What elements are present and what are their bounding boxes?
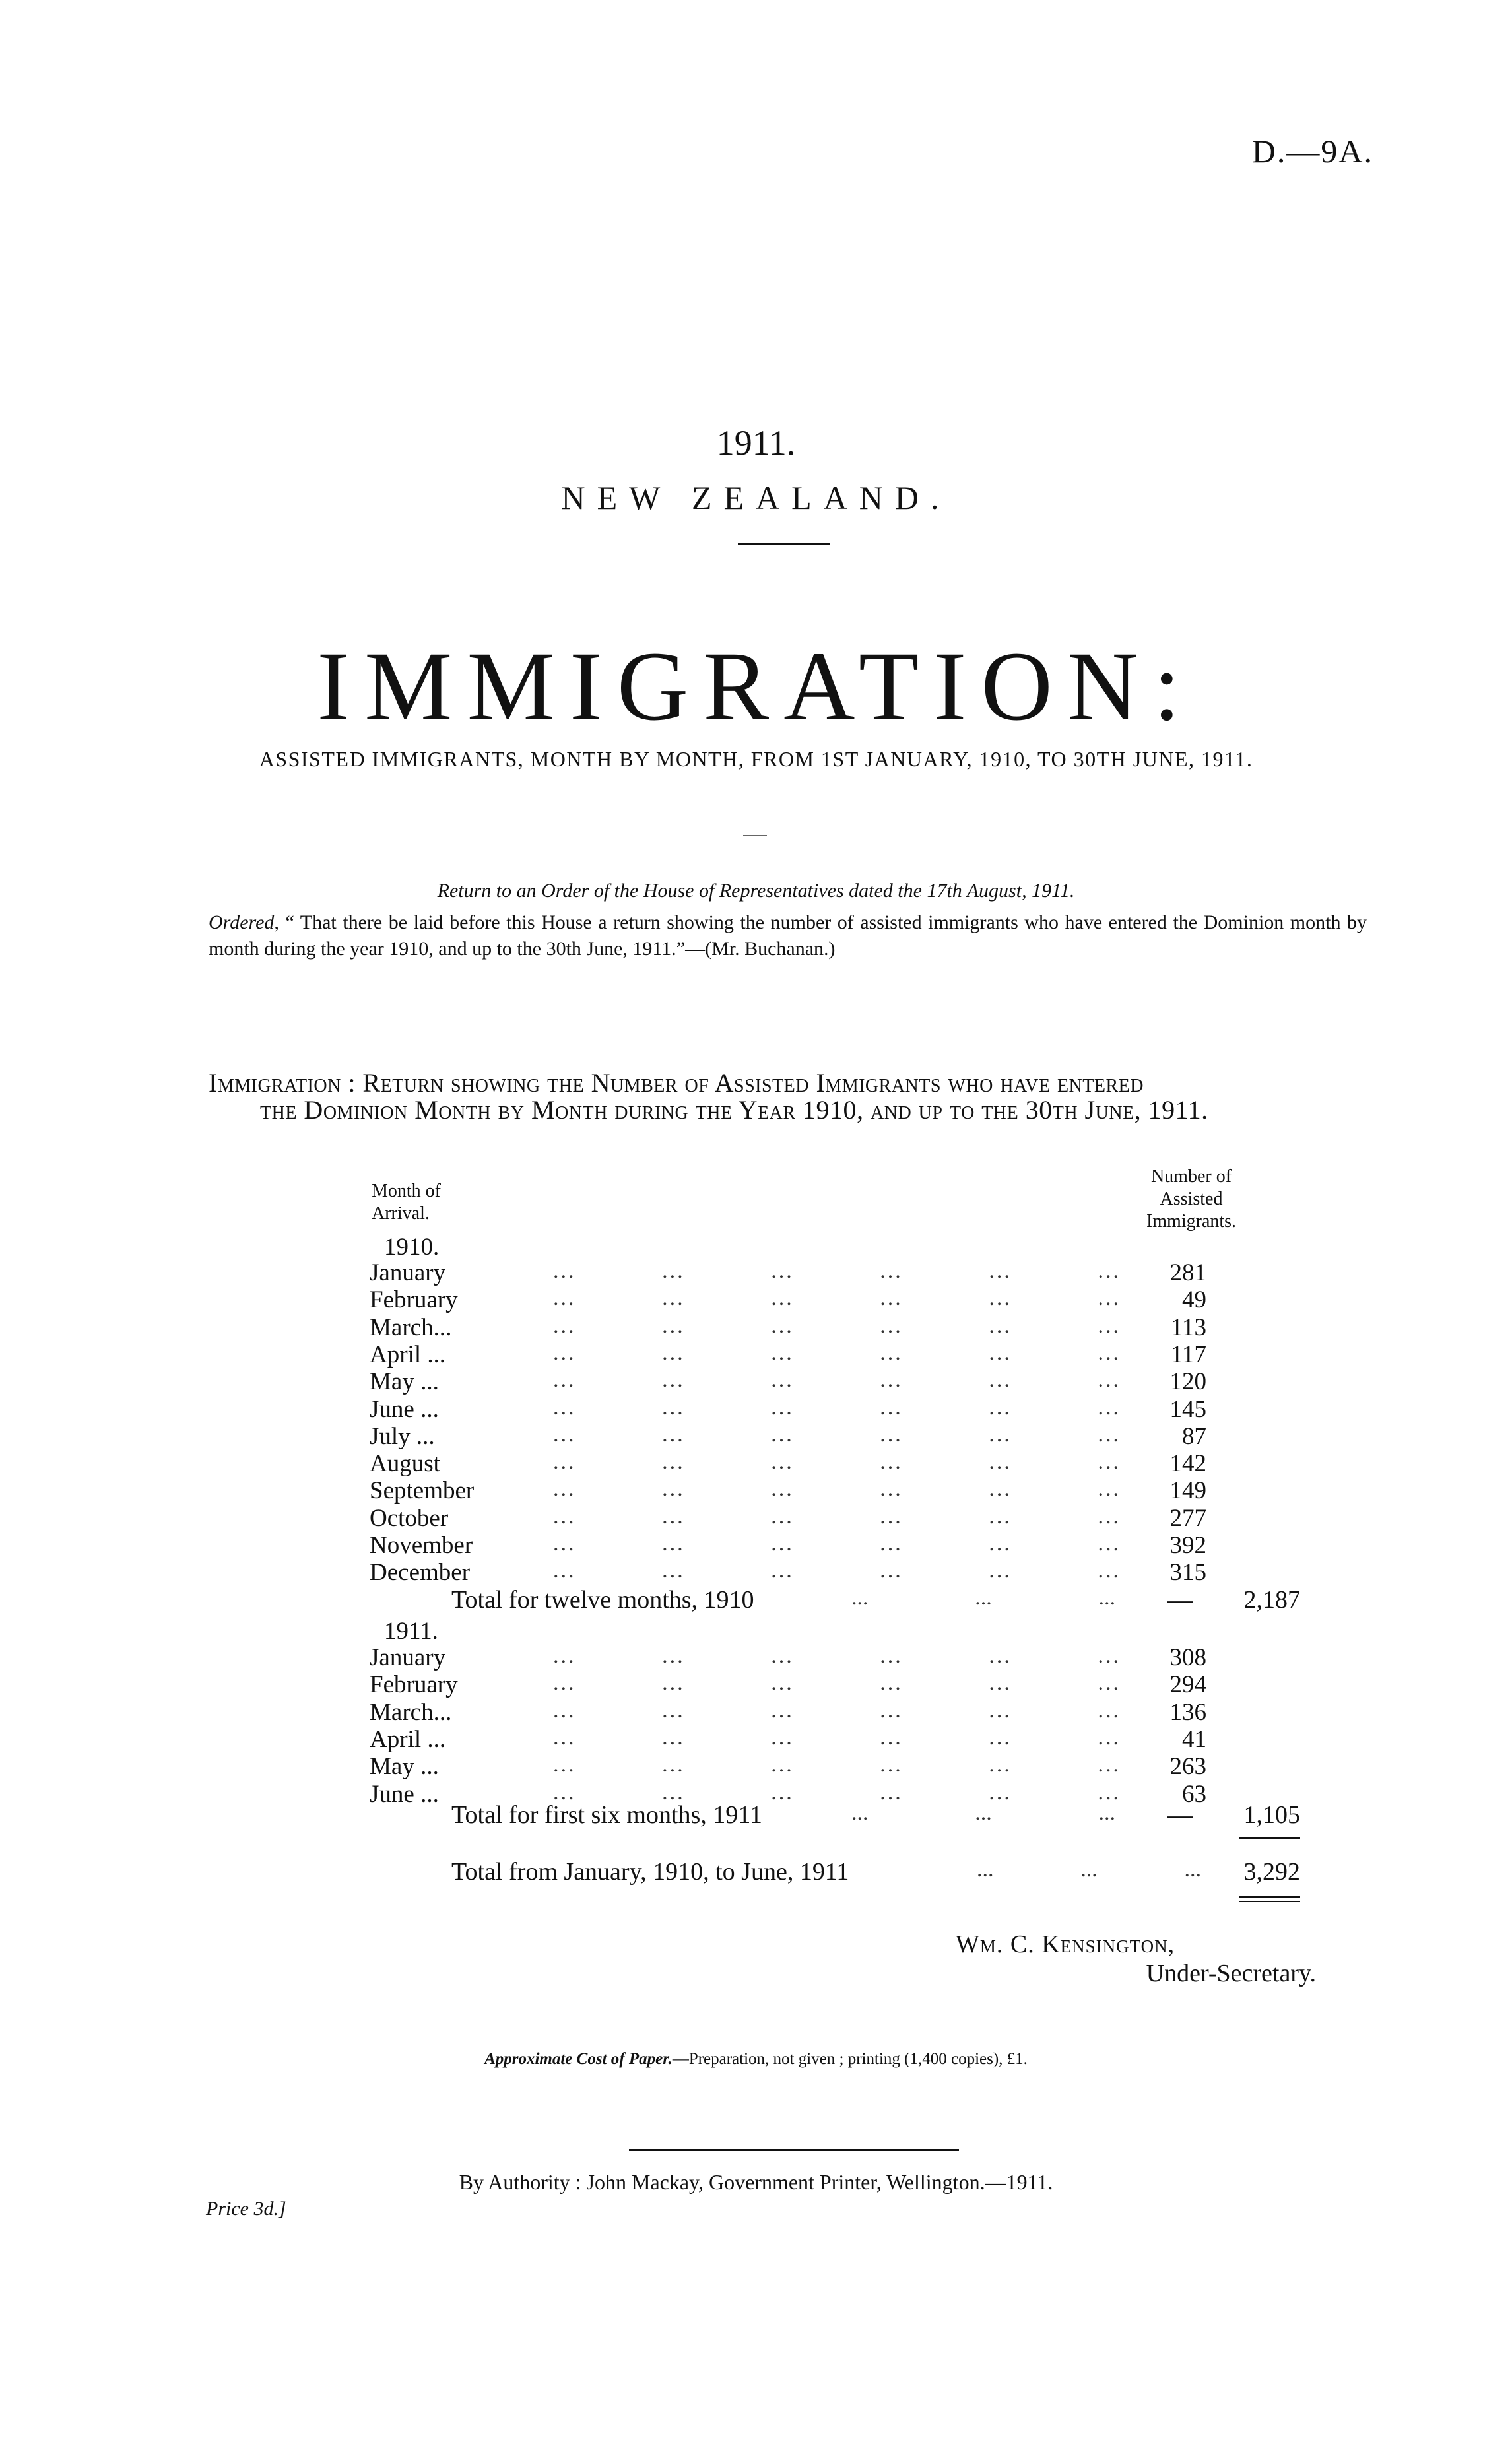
month-label: March...: [370, 1313, 452, 1341]
year-heading: 1911.: [716, 423, 796, 463]
order-heading: Return to an Order of the House of Representatives dated the 17th August, 1911.: [437, 880, 1075, 902]
cost-text: —Preparation, not given ; printing (1,400 copies), £1.: [672, 2050, 1028, 2068]
leader-dots: ... ... ... ... ... ...: [553, 1643, 1121, 1668]
month-label: May ...: [370, 1753, 439, 1781]
leader-dots: ... ... ... ... ... ...: [553, 1698, 1121, 1723]
immigrant-count: 315: [1169, 1559, 1206, 1587]
total-dash: —: [1167, 1586, 1193, 1614]
table-row: [0, 1725, 1512, 1752]
table-row: [0, 1531, 1512, 1558]
month-label: August: [370, 1450, 440, 1478]
month-label: December: [370, 1559, 471, 1587]
table-heading-line2: the Dominion Month by Month during the Year 1910, and up to the 30th June, 1911.: [260, 1095, 1208, 1125]
month-label: June ...: [370, 1395, 439, 1423]
short-divider: [743, 835, 767, 836]
immigrant-count: 145: [1169, 1395, 1206, 1423]
month-label: May ...: [370, 1368, 439, 1396]
total-row-1911: [0, 1801, 1512, 1830]
month-label: September: [370, 1477, 475, 1505]
leader-dots: ... ... ... ... ... ...: [553, 1531, 1121, 1556]
immigrant-count: 117: [1170, 1340, 1206, 1368]
year-1911-label: 1911.: [384, 1618, 438, 1645]
table-row: [0, 1476, 1512, 1503]
total-label: Total for first six months, 1911: [451, 1801, 762, 1829]
signer-title: Under-Secretary.: [1146, 1960, 1316, 1987]
immigrant-count: 392: [1169, 1532, 1206, 1559]
immigrant-count: 142: [1169, 1450, 1206, 1478]
month-label: March...: [370, 1698, 452, 1726]
leader-dots: ... ... ... ... ... ...: [553, 1752, 1121, 1777]
immigrant-count: 294: [1169, 1671, 1206, 1699]
month-label: January: [370, 1259, 446, 1286]
month-label: November: [370, 1532, 473, 1559]
leader-dots: ... ... ... ... ... ...: [553, 1340, 1121, 1365]
table-row: [0, 1340, 1512, 1367]
table-row: [0, 1558, 1512, 1585]
grand-total-label: Total from January, 1910, to June, 1911: [451, 1858, 849, 1886]
table-row: [0, 1449, 1512, 1476]
leader-dots: ... ... ... ... ... ...: [553, 1779, 1121, 1804]
leader-dots: ... ... ... ... ... ...: [553, 1313, 1121, 1338]
immigrant-count: 277: [1169, 1504, 1206, 1532]
printer-authority: By Authority : John Mackay, Government Printer, Wellington.—1911.: [459, 2170, 1053, 2194]
table-row: [0, 1286, 1512, 1312]
month-label: February: [370, 1286, 458, 1314]
total-value: 1,105: [1243, 1801, 1300, 1829]
table-row: [0, 1698, 1512, 1725]
immigrant-count: 136: [1169, 1698, 1206, 1726]
immigrant-count: 149: [1169, 1477, 1206, 1505]
month-label: April ...: [370, 1340, 446, 1368]
country-heading: NEW ZEALAND.: [561, 479, 951, 516]
table-row: [0, 1313, 1512, 1340]
month-label: February: [370, 1671, 458, 1699]
page-subtitle: ASSISTED IMMIGRANTS, MONTH BY MONTH, FROM 1ST JANUARY, 1910, TO 30TH JUNE, 1911.: [259, 747, 1253, 771]
cost-note: [0, 2050, 1512, 2068]
month-label: July ...: [370, 1422, 435, 1450]
table-row: [0, 1368, 1512, 1394]
leader-dots: ... ... ... ... ... ...: [553, 1259, 1121, 1283]
table-row: [0, 1422, 1512, 1449]
immigrant-count: 113: [1170, 1313, 1206, 1341]
table-row: [0, 1752, 1512, 1779]
document-reference: D.—9A.: [1251, 133, 1373, 170]
signer-name: Wm. C. Kensington,: [956, 1931, 1175, 1958]
immigrant-count: 49: [1182, 1286, 1206, 1314]
leader-dots: ... ... ... ... ... ...: [553, 1395, 1121, 1420]
immigrant-count: 308: [1169, 1644, 1206, 1671]
leader-dots: ... ... ...: [977, 1857, 1201, 1882]
immigrant-count: 63: [1182, 1780, 1206, 1808]
footer-rule: [629, 2149, 959, 2151]
grand-total-row: [0, 1857, 1512, 1886]
leader-dots: ... ... ... ... ... ...: [553, 1476, 1121, 1502]
month-label: January: [370, 1644, 446, 1671]
month-label: April ...: [370, 1725, 446, 1753]
leader-dots: ... ... ...: [851, 1801, 1115, 1825]
order-lead: Ordered,: [209, 911, 279, 933]
total-dash: —: [1167, 1801, 1193, 1829]
total-row-1910: [0, 1585, 1512, 1614]
immigrant-count: 281: [1169, 1259, 1206, 1286]
table-row: [0, 1504, 1512, 1531]
grand-total-value: 3,292: [1243, 1858, 1300, 1886]
leader-dots: ... ... ... ... ... ...: [553, 1368, 1121, 1393]
table-row: [0, 1643, 1512, 1670]
table-heading: [209, 1069, 1367, 1123]
sum-rule: [1239, 1837, 1300, 1839]
double-rule-top: [1239, 1896, 1300, 1898]
table-row: [0, 1671, 1512, 1697]
table-row: [0, 1259, 1512, 1285]
leader-dots: ... ... ... ... ... ...: [553, 1504, 1121, 1529]
total-label: Total for twelve months, 1910: [451, 1586, 754, 1614]
column-header-number: Number of Assisted Immigrants.: [1146, 1166, 1237, 1232]
immigrant-count: 263: [1169, 1753, 1206, 1781]
immigrant-count: 41: [1182, 1725, 1206, 1753]
leader-dots: ... ... ... ... ... ...: [553, 1725, 1121, 1750]
cost-label: Approximate Cost of Paper.: [484, 2050, 673, 2068]
leader-dots: ... ... ... ... ... ...: [553, 1671, 1121, 1696]
leader-dots: ... ... ... ... ... ...: [553, 1558, 1121, 1583]
order-paragraph: [209, 910, 1367, 962]
immigrant-count: 120: [1169, 1368, 1206, 1396]
divider-rule: [738, 543, 830, 545]
order-text: “ That there be laid before this House a return showing the number of assisted immigrants who have entered the Dominion month by month during the year 1910, and up to the 30th June, 1911.”—(Mr. Buchanan.): [209, 911, 1367, 960]
price-note: Price 3d.]: [206, 2198, 286, 2220]
column-header-month: Month of Arrival.: [372, 1181, 441, 1224]
table-heading-line1: Immigration : Return showing the Number of Assisted Immigrants who have entered: [209, 1068, 1144, 1098]
leader-dots: ... ... ...: [851, 1585, 1115, 1610]
table-row: [0, 1395, 1512, 1422]
year-1910-label: 1910.: [384, 1234, 440, 1261]
leader-dots: ... ... ... ... ... ...: [553, 1286, 1121, 1311]
total-value: 2,187: [1243, 1586, 1300, 1614]
leader-dots: ... ... ... ... ... ...: [553, 1422, 1121, 1447]
month-label: October: [370, 1504, 449, 1532]
leader-dots: ... ... ... ... ... ...: [553, 1449, 1121, 1474]
page-title: IMMIGRATION:: [317, 632, 1195, 741]
immigrant-count: 87: [1182, 1422, 1206, 1450]
month-label: June ...: [370, 1780, 439, 1808]
double-rule-bottom: [1239, 1901, 1300, 1902]
